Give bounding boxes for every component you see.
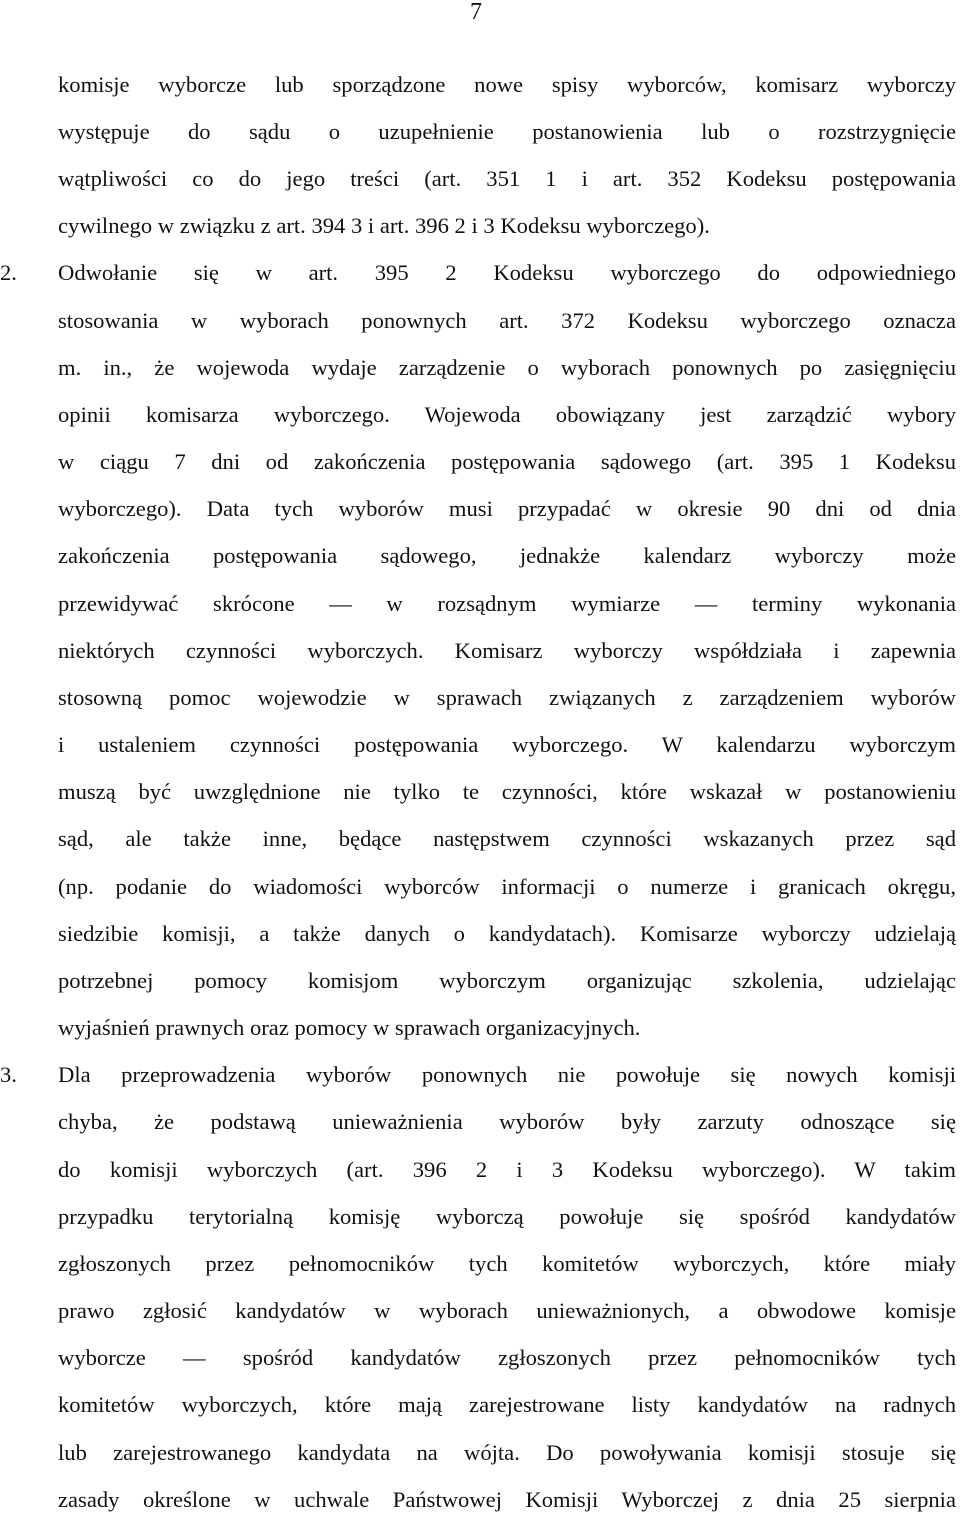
text-line: zakończenia postępowania sądowego, jednakże kalendarz wyborczy może	[58, 543, 956, 568]
text-line: niektórych czynności wyborczych. Komisarz wyborczy współdziała i zapewnia	[58, 638, 956, 663]
text-line: opinii komisarza wyborczego. Wojewoda obowiązany jest zarządzić wybory	[58, 402, 956, 427]
text-line: prawo zgłosić kandydatów w wyborach unieważnionych, a obwodowe komisje	[58, 1298, 956, 1323]
text-line: muszą być uwzględnione nie tylko te czynności, które wskazał w postanowieniu	[58, 779, 956, 804]
text-line: sąd, ale także inne, będące następstwem czynności wskazanych przez sąd	[58, 826, 956, 851]
text-line: (np. podanie do wiadomości wyborców informacji o numerze i granicach okręgu,	[58, 874, 956, 899]
text-line: Dla przeprowadzenia wyborów ponownych nie powołuje się nowych komisji	[58, 1062, 956, 1087]
text-line: siedzibie komisji, a także danych o kandydatach). Komisarze wyborczy udzielają	[58, 921, 956, 946]
text-line: komisje wyborcze lub sporządzone nowe spisy wyborców, komisarz wyborczy	[58, 72, 956, 97]
text-line: wyborcze — spośród kandydatów zgłoszonych przez pełnomocników tych	[58, 1345, 956, 1370]
text-line: wyjaśnień prawnych oraz pomocy w sprawach organizacyjnych.	[58, 1015, 641, 1040]
text-line: Odwołanie się w art. 395 2 Kodeksu wyborczego do odpowiedniego	[58, 260, 956, 285]
page-number: 7	[470, 0, 482, 25]
list-number: 3.	[0, 1062, 17, 1087]
text-line: przypadku terytorialną komisję wyborczą powołuje się spośród kandydatów	[58, 1204, 956, 1229]
text-line: cywilnego w związku z art. 394 3 i art. 396 2 i 3 Kodeksu wyborczego).	[58, 213, 710, 238]
text-line: potrzebnej pomocy komisjom wyborczym organizując szkolenia, udzielając	[58, 968, 956, 993]
text-line: do komisji wyborczych (art. 396 2 i 3 Kodeksu wyborczego). W takim	[58, 1157, 956, 1182]
list-number: 2.	[0, 260, 17, 285]
text-line: wyborczego). Data tych wyborów musi przypadać w okresie 90 dni od dnia	[58, 496, 956, 521]
text-line: stosowną pomoc wojewodzie w sprawach związanych z zarządzeniem wyborów	[58, 685, 956, 710]
text-line: i ustaleniem czynności postępowania wyborczego. W kalendarzu wyborczym	[58, 732, 956, 757]
text-line: wątpliwości co do jego treści (art. 351 1 i art. 352 Kodeksu postępowania	[58, 166, 956, 191]
text-line: m. in., że wojewoda wydaje zarządzenie o wyborach ponownych po zasięgnięciu	[58, 355, 956, 380]
text-line: stosowania w wyborach ponownych art. 372 Kodeksu wyborczego oznacza	[58, 308, 956, 333]
text-line: występuje do sądu o uzupełnienie postanowienia lub o rozstrzygnięcie	[58, 119, 956, 144]
text-line: komitetów wyborczych, które mają zarejestrowane listy kandydatów na radnych	[58, 1392, 956, 1417]
text-line: przewidywać skrócone — w rozsądnym wymiarze — terminy wykonania	[58, 591, 956, 616]
text-line: w ciągu 7 dni od zakończenia postępowania sądowego (art. 395 1 Kodeksu	[58, 449, 956, 474]
text-line: chyba, że podstawą unieważnienia wyborów były zarzuty odnoszące się	[58, 1109, 956, 1134]
text-line: zasady określone w uchwale Państwowej Komisji Wyborczej z dnia 25 sierpnia	[58, 1487, 956, 1512]
text-line: zgłoszonych przez pełnomocników tych komitetów wyborczych, które miały	[58, 1251, 956, 1276]
text-line: lub zarejestrowanego kandydata na wójta. Do powoływania komisji stosuje się	[58, 1440, 956, 1465]
